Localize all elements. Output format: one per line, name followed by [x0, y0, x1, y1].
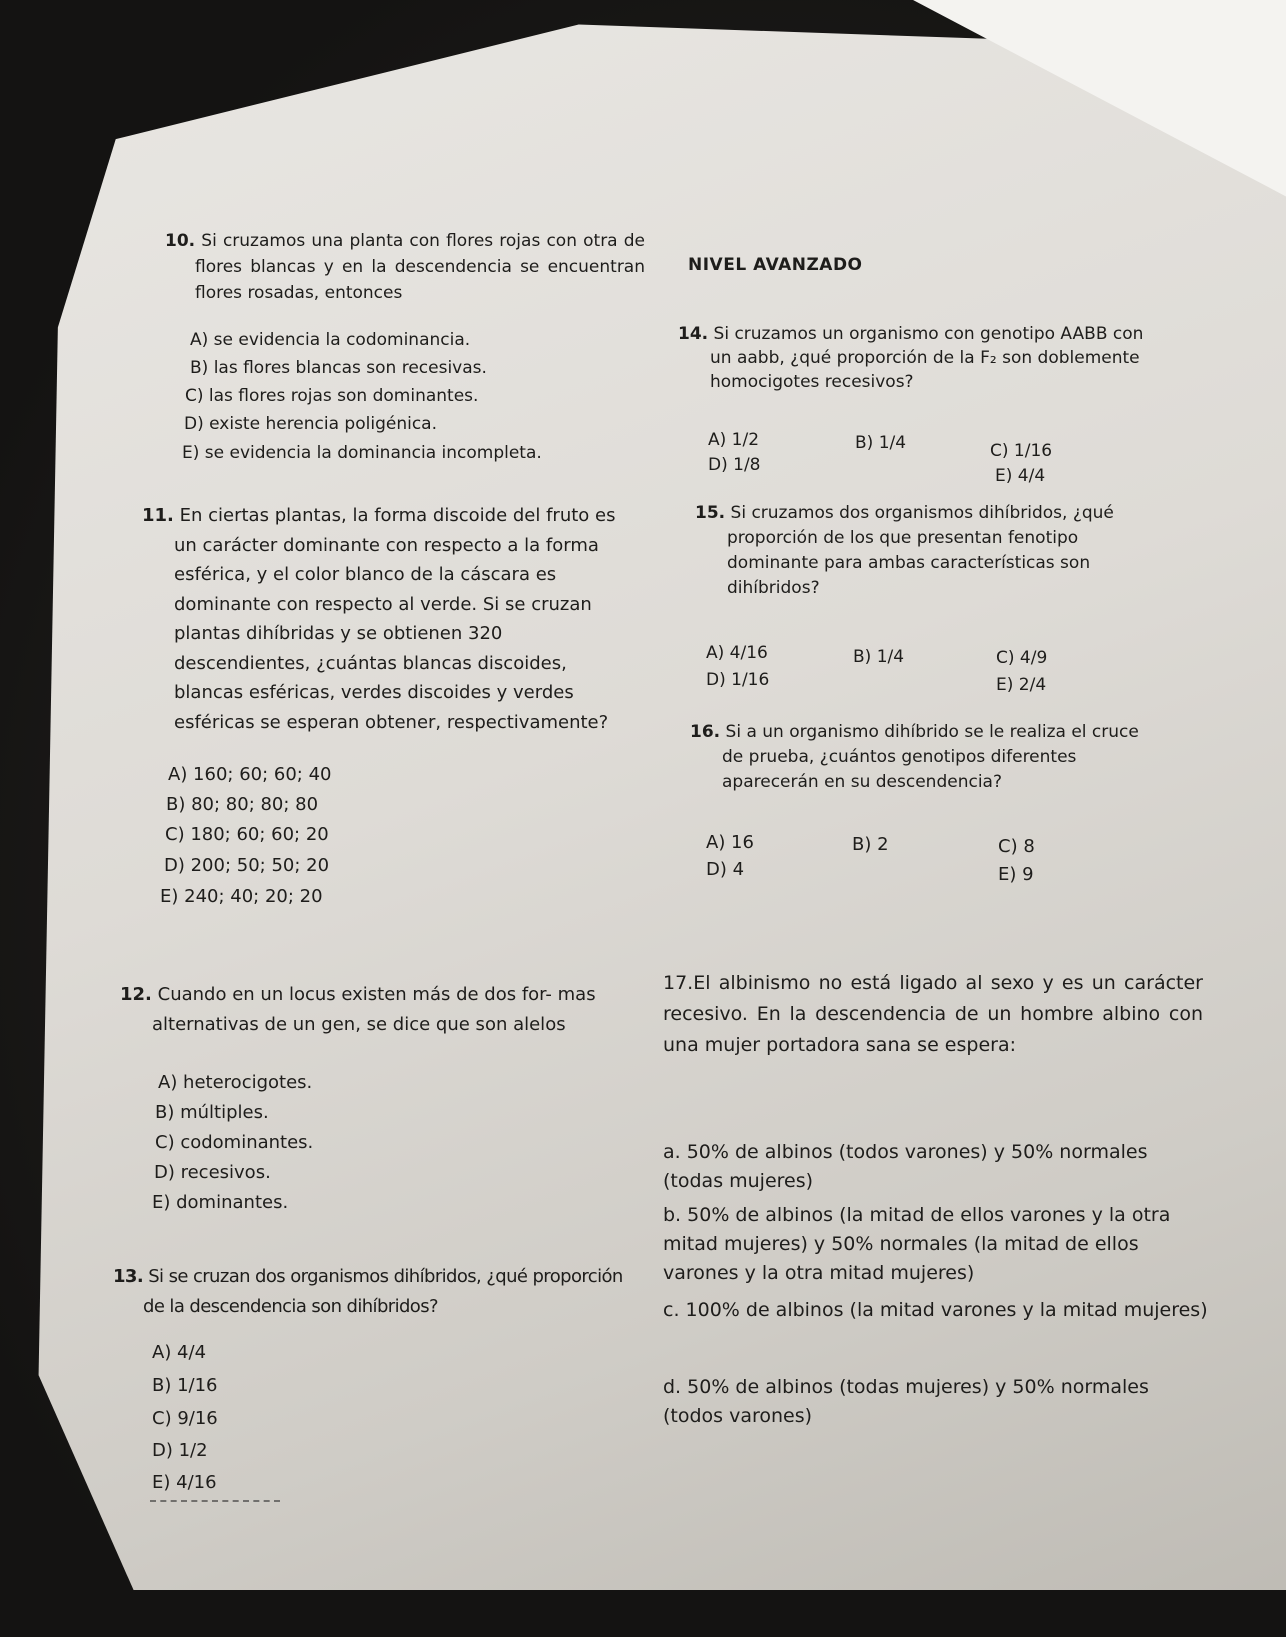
question-stem: Si cruzamos una planta con flores rojas con otra de flores blancas y en la descendencia se encuentran flores rosadas, entonces [195, 231, 645, 303]
option-a: A) 4/16 [706, 643, 768, 663]
question-number: 11. [142, 505, 174, 526]
option-d: D) 1/2 [152, 1440, 208, 1461]
question-stem: Si cruzamos un organismo con genotipo AABB con un aabb, ¿qué proporción de la F₂ son doblemente homocigotes recesivos? [710, 324, 1144, 392]
option-a: A) 160; 60; 60; 40 [168, 764, 332, 785]
question-number: 10. [165, 231, 196, 251]
option-c: C) 1/16 [990, 441, 1053, 461]
option-d: d. 50% de albinos (todas mujeres) y 50% normales (todos varones) [663, 1376, 1149, 1427]
option-b: B) 1/16 [152, 1375, 218, 1396]
option-b: B) 2 [852, 834, 889, 855]
option-c: C) las flores rojas son dominantes. [185, 386, 479, 406]
option-d: D) recesivos. [154, 1162, 271, 1183]
option-b: b. 50% de albinos (la mitad de ellos varones y la otra mitad mujeres) y 50% normales (la mitad de ellos varones y la otra mitad mujeres) [663, 1204, 1171, 1284]
question-number: 13. [113, 1266, 144, 1287]
option-e: E) 240; 40; 20; 20 [160, 886, 323, 907]
question-number: 15. [695, 503, 726, 523]
option-d: D) 200; 50; 50; 20 [164, 855, 330, 876]
option-c: C) 180; 60; 60; 20 [165, 824, 329, 845]
option-a: A) 1/2 [708, 430, 760, 450]
option-c: C) 4/9 [996, 648, 1048, 668]
question-10 [165, 228, 645, 306]
option-a: a. 50% de albinos (todos varones) y 50% normales (todas mujeres) [663, 1141, 1148, 1192]
option-e: E) dominantes. [152, 1192, 289, 1213]
section-heading: NIVEL AVANZADO [688, 255, 863, 275]
question-stem: Si se cruzan dos organismos dihíbridos, ¿qué proporción de la descendencia son dihíbridos? [143, 1266, 623, 1317]
option-b: B) múltiples. [155, 1102, 269, 1123]
question-11 [142, 501, 630, 737]
option-c: C) codominantes. [155, 1132, 314, 1153]
question-stem: Cuando en un locus existen más de dos for- mas alternativas de un gen, se dice que son alelos [152, 984, 596, 1035]
option-c: c. 100% de albinos (la mitad varones y la mitad mujeres) [663, 1299, 1208, 1321]
question-12 [120, 980, 620, 1040]
option-c: C) 9/16 [152, 1408, 218, 1429]
option-d: D) 4 [706, 859, 745, 880]
option-b: B) las flores blancas son recesivas. [190, 358, 487, 378]
question-number: 12. [120, 984, 152, 1005]
option-a: A) se evidencia la codominancia. [190, 330, 471, 350]
option-d: D) existe herencia poligénica. [184, 414, 437, 434]
question-number: 14. [678, 324, 709, 344]
option-b: B) 1/4 [853, 647, 905, 667]
question-17 [663, 968, 1203, 1061]
option-b: B) 1/4 [855, 433, 907, 453]
option-e: E) 2/4 [996, 675, 1047, 695]
handwritten-mark [150, 1500, 280, 1502]
question-stem: Si a un organismo dihíbrido se le realiza el cruce de prueba, ¿cuántos genotipos diferentes aparecerán en su descendencia? [722, 722, 1139, 792]
question-stem: Si cruzamos dos organismos dihíbridos, ¿qué proporción de los que presentan fenotipo dominante para ambas características son dihíbridos? [727, 503, 1114, 598]
question-stem: En ciertas plantas, la forma discoide del fruto es un carácter dominante con respecto a la forma esférica, y el color blanco de la cáscara es dominante con respecto al verde. Si se cruzan plantas dihíbridas y se obtienen 320 descendientes, ¿cuántas blancas discoides, blancas esféricas, verdes discoides y verdes esféricas se esperan obtener, respectivamente? [174, 505, 616, 733]
option-b: B) 80; 80; 80; 80 [166, 794, 319, 815]
option-d: D) 1/16 [706, 670, 770, 690]
question-number: 17. [663, 972, 694, 994]
option-a: A) 4/4 [152, 1342, 207, 1363]
question-14 [678, 322, 1148, 394]
option-a: A) heterocigotes. [158, 1072, 313, 1093]
option-e: E) 9 [998, 864, 1034, 885]
question-16 [690, 720, 1165, 795]
question-13 [113, 1262, 633, 1322]
desk-edge [0, 1590, 1286, 1637]
question-stem: El albinismo no está ligado al sexo y es un carácter recesivo. En la descendencia de un hombre albino con una mujer portadora sana se espera: [663, 972, 1203, 1056]
option-d: D) 1/8 [708, 455, 761, 475]
option-e: E) 4/4 [995, 466, 1046, 486]
option-a: A) 16 [706, 832, 754, 853]
question-number: 16. [690, 722, 721, 742]
option-c: C) 8 [998, 836, 1035, 857]
question-15 [695, 501, 1165, 601]
option-e: E) se evidencia la dominancia incompleta. [182, 443, 542, 463]
option-e: E) 4/16 [152, 1472, 217, 1493]
